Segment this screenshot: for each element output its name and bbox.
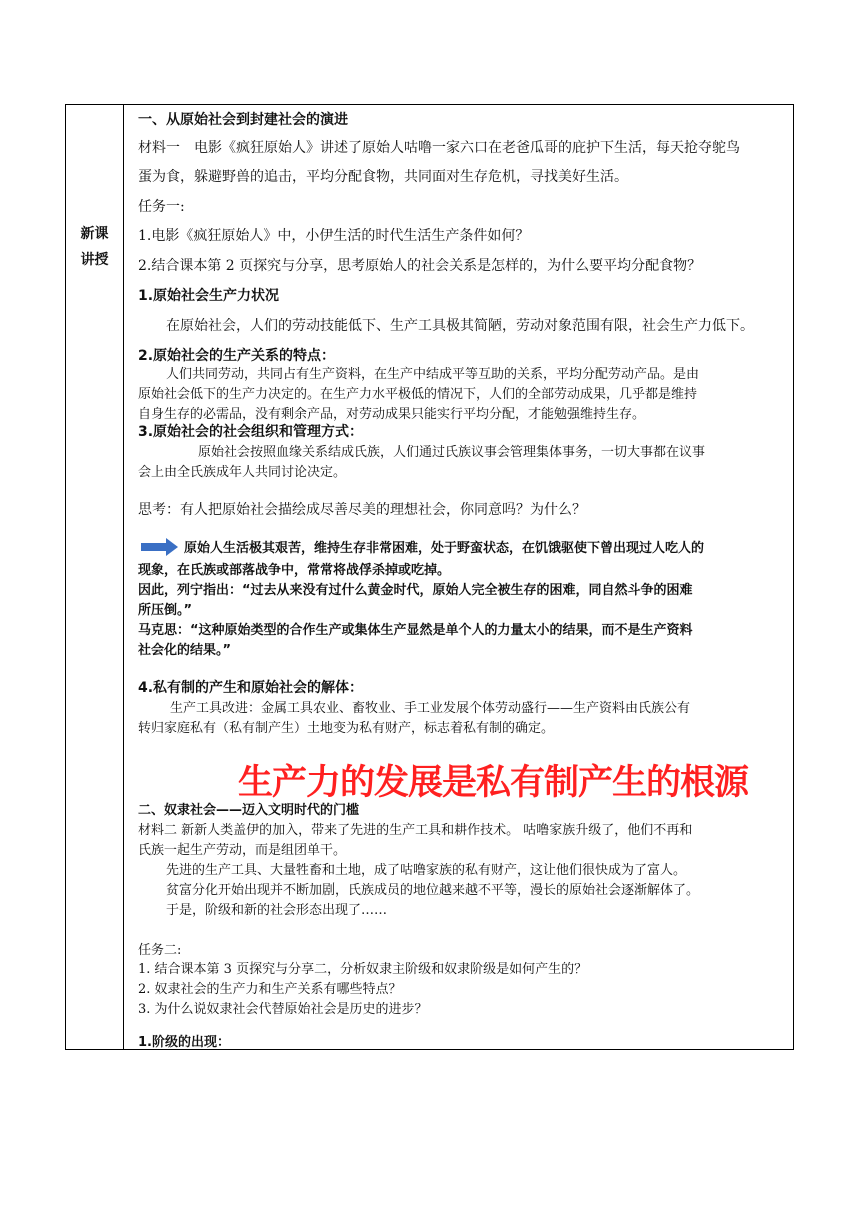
- p4-text-line-2: 转归家庭私有（私有制产生）土地变为私有财产，标志着私有制的确定。: [138, 721, 555, 736]
- p2-text-line-2: 原始社会低下的生产力决定的。在生产力水平极低的情况下，人们的全部劳动成果，几乎都是维持: [138, 387, 698, 402]
- task1-question-1: 1.电影《疯狂原始人》中，小伊生活的时代生活生产条件如何？: [138, 228, 530, 244]
- side-label-line-1: 新课: [80, 226, 109, 242]
- p3-title: 3.原始社会的社会组织和管理方式：: [138, 424, 364, 440]
- p1-text: 在原始社会，人们的劳动技能低下、生产工具极其简陋，劳动对象范围有限，社会生产力低下。: [166, 318, 754, 334]
- task2-label: 任务二:: [138, 943, 182, 958]
- section1-heading: 一、从原始社会到封建社会的演进: [138, 112, 348, 128]
- task2-question-3: 3. 为什么说奴隶社会代替原始社会是历史的进步？: [138, 1002, 428, 1017]
- section2-heading: 二、奴隶社会——迈入文明时代的门槛: [138, 803, 360, 818]
- material1-line-2: 蛋为食，躲避野兽的追击，平均分配食物，共同面对生存危机，寻找美好生活。: [138, 169, 628, 185]
- material2-line-5: 于是，阶级和新的社会形态出现了……: [166, 903, 388, 918]
- task2-question-1: 1. 结合课本第 3 页探究与分享二，分析奴隶主阶级和奴隶阶级是如何产生的？: [138, 962, 588, 977]
- lesson-content: [138, 105, 790, 1049]
- material2-line-2: 氏族一起生产劳动，而是组团单干。: [138, 843, 347, 858]
- answer-line-4: 所压倒。”: [138, 603, 193, 618]
- p4-text-line-1: 生产工具改进：金属工具农业、畜牧业、手工业发展个体劳动盛行——生产资料由氏族公有: [170, 701, 691, 716]
- task1-label: 任务一:: [138, 199, 185, 215]
- p2-text-line-1: 人们共同劳动，共同占有生产资料，在生产中结成平等互助的关系，平均分配劳动产品。是由: [166, 367, 700, 382]
- right-arrow-icon: [140, 537, 180, 557]
- lesson-table: [65, 104, 794, 1050]
- think-question: 思考：有人把原始社会描绘成尽善尽美的理想社会，你同意吗？为什么？: [138, 502, 586, 518]
- p2-text-line-3: 自身生存的必需品，没有剩余产品，对劳动成果只能实行平均分配，才能勉强维持生存。: [138, 407, 646, 422]
- answer-line-1: 原始人生活极其艰苦，维持生存非常困难，处于野蛮状态，在饥饿驱使下曾出现过人吃人的: [184, 541, 705, 556]
- side-label: [66, 221, 123, 273]
- p4-title: 4.私有制的产生和原始社会的解体：: [138, 680, 364, 696]
- p2-title: 2.原始社会的生产关系的特点：: [138, 348, 336, 364]
- answer-line-2: 现象，在氏族或部落战争中，常常将战俘杀掉或吃掉。: [138, 563, 451, 578]
- column-divider: [123, 105, 124, 1049]
- p3-text-line-2: 会上由全氏族成年人共同讨论决定。: [138, 465, 347, 480]
- task2-question-2: 2. 奴隶社会的生产力和生产关系有哪些特点？: [138, 982, 402, 997]
- material2-line-3: 先进的生产工具、大量牲畜和土地，成了咕噜家族的私有财产，这让他们很快成为了富人。: [166, 863, 687, 878]
- p3-text-line-1: 原始社会按照血缘关系结成氏族，人们通过氏族议事会管理集体事务，一切大事都在议事: [198, 445, 706, 460]
- slogan-banner: 生产力的发展是私有制产生的根源: [238, 763, 749, 803]
- material1-line-1: 材料一 电影《疯狂原始人》讲述了原始人咕噜一家六口在老爸瓜哥的庇护下生活，每天抢夺鸵鸟: [138, 140, 740, 156]
- task1-question-2: 2.结合课本第 2 页探究与分享，思考原始人的社会关系是怎样的，为什么要平均分配食物？: [138, 258, 702, 274]
- material2-line-1: 材料二 新新人类盖伊的加入，带来了先进的生产工具和耕作技术。 咕噜家族升级了，他们不再和: [138, 823, 693, 838]
- answer-line-5: 马克思：“这种原始类型的合作生产或集体生产显然是单个人的力量太小的结果，而不是生产资料: [138, 623, 693, 638]
- section2-p1-title: 1.阶级的出现：: [138, 1035, 230, 1050]
- answer-line-6: 社会化的结果。”: [138, 643, 232, 658]
- material2-line-4: 贫富分化开始出现并不断加剧，氏族成员的地位越来越不平等，漫长的原始社会逐渐解体了。: [166, 883, 700, 898]
- p1-title: 1.原始社会生产力状况: [138, 288, 280, 304]
- answer-line-3: 因此，列宁指出：“过去从来没有过什么黄金时代，原始人完全被生存的困难，同自然斗争的困难: [138, 583, 693, 598]
- side-label-line-2: 讲授: [80, 252, 109, 268]
